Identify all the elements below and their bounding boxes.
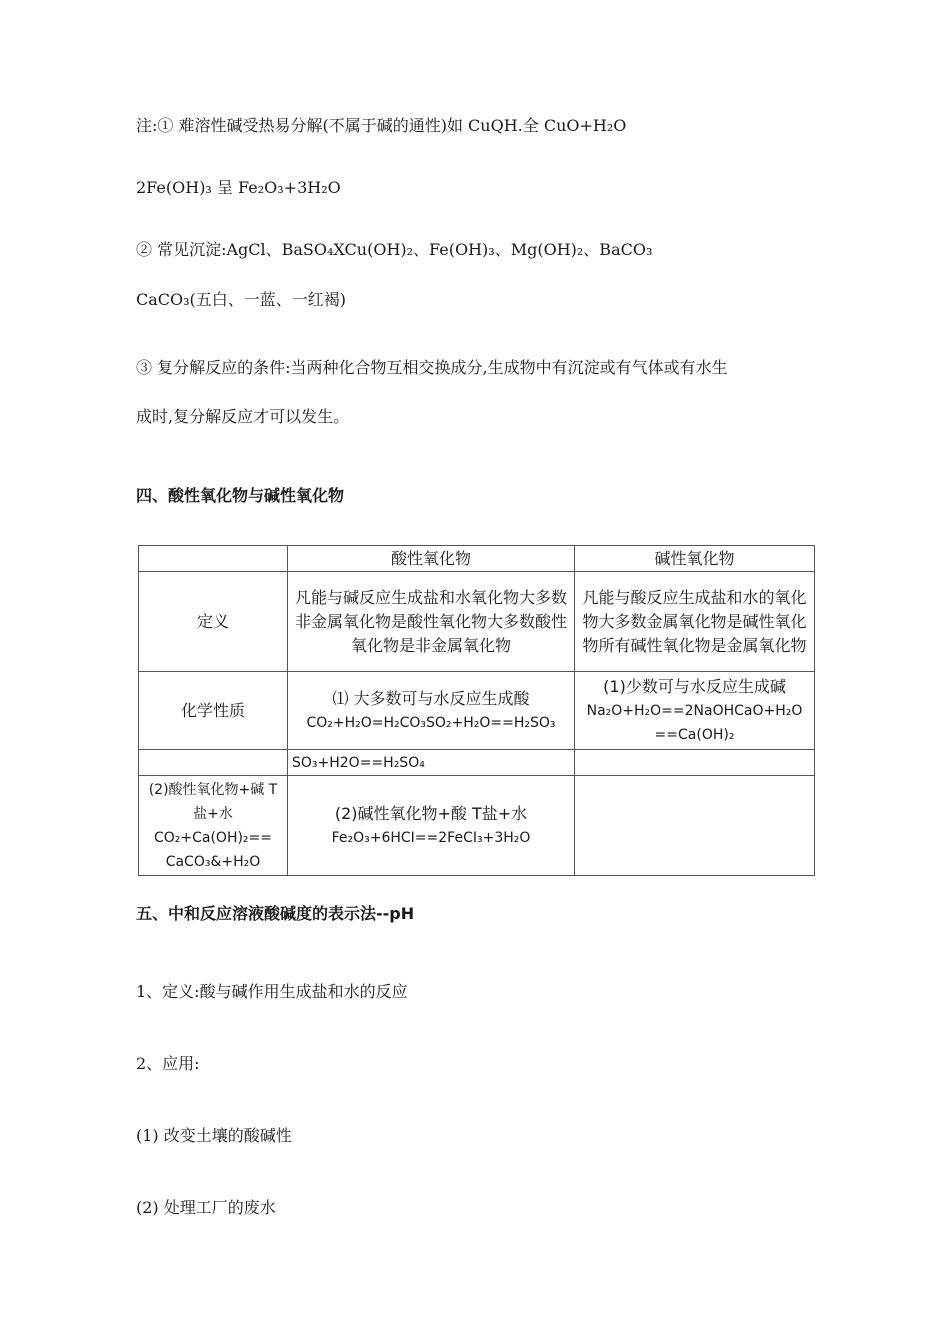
table-row-reaction-2	[139, 776, 815, 876]
reaction-2-col1: (2)酸性氧化物+碱 T盐+水 CO₂+Ca(OH)₂== CaCO₃&+H₂O	[139, 776, 288, 876]
note-line-2: 2Fe(OH)₃ 呈 Fe₂O₃+3H₂O	[136, 178, 341, 197]
section-4-title: 四、酸性氧化物与碱性氧化物	[136, 486, 345, 505]
chem-acid-line-2: CO₂+H₂O=H₂CO₃SO₂+H₂O==H₂SO₃	[306, 714, 556, 731]
chem-base-line-2: Na₂O+H₂O==2NaOHCaO+H₂O ==Ca(OH)₂	[586, 702, 803, 743]
section-5-item-3: (1) 改变土壤的酸碱性	[136, 1126, 292, 1145]
note-line-4: CaCO₃(五白、一蓝、一红褐)	[136, 290, 347, 309]
section-5-item-4: (2) 处理工厂的废水	[136, 1198, 276, 1217]
reaction-2-empty-cell	[575, 776, 815, 876]
section-5-title: 五、中和反应溶液酸碱度的表示法--pH	[136, 904, 415, 923]
table-row-chemical-properties	[139, 672, 815, 750]
section-5-item-1: 1、定义:酸与碱作用生成盐和水的反应	[136, 982, 408, 1001]
chem-acid-line-1: ⑴ 大多数可与水反应生成酸	[332, 688, 530, 708]
header-acid: 酸性氧化物	[288, 546, 575, 572]
section-5-item-2: 2、应用:	[136, 1054, 200, 1073]
note-line-3: ② 常见沉淀:AgCl、BaSO₄XCu(OH)₂、Fe(OH)₃、Mg(OH)₂、BaCO₃	[136, 240, 653, 259]
oxide-table	[138, 545, 815, 876]
reaction-2-col2-line-1: (2)碱性氧化物+酸 T盐+水	[334, 803, 528, 823]
header-empty-cell	[139, 546, 288, 572]
chem-acid	[288, 672, 575, 750]
table-header-row	[139, 546, 815, 572]
note-line-5: ③ 复分解反应的条件:当两种化合物互相交换成分,生成物中有沉淀或有气体或有水生	[136, 358, 728, 377]
reaction-2-col2	[288, 776, 575, 876]
note-line-6: 成时,复分解反应才可以发生。	[136, 407, 350, 426]
header-base: 碱性氧化物	[575, 546, 815, 572]
chem-base-line-1: (1)少数可与水反应生成碱	[603, 676, 786, 696]
definition-label: 定义	[139, 572, 288, 672]
reaction-2-col2-line-2: Fe₂O₃+6HCI==2FeCI₃+3H₂O	[331, 829, 531, 846]
definition-base: 凡能与酸反应生成盐和水的氧化物大多数金属氧化物是碱性氧化物所有碱性氧化物是金属氧化物	[575, 572, 815, 672]
note-line-1: 注:① 难溶性碱受热易分解(不属于碱的通性)如 CuQH.全 CuO+H₂O	[136, 116, 627, 135]
chem-label: 化学性质	[139, 672, 288, 750]
definition-acid: 凡能与碱反应生成盐和水氧化物大多数非金属氧化物是酸性氧化物大多数酸性氧化物是非金属氧化物	[288, 572, 575, 672]
chem-base	[575, 672, 815, 750]
table-row-definition	[139, 572, 815, 672]
table-row-so3	[139, 750, 815, 776]
so3-equation: SO₃+H2O==H₂SO₄	[288, 750, 575, 776]
so3-empty-cell	[139, 750, 288, 776]
so3-base-empty-cell	[575, 750, 815, 776]
